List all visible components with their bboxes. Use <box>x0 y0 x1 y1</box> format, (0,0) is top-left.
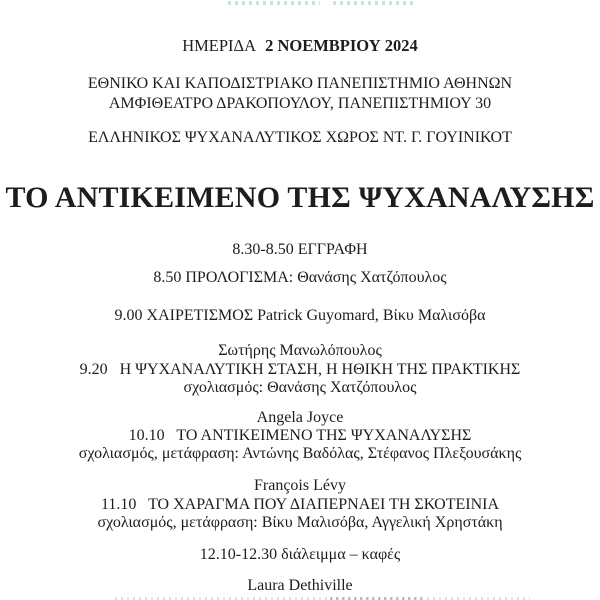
next-speaker-line: Laura Dethiville <box>247 577 353 594</box>
session1-note: σχολιασμός: Θανάσης Χατζόπουλος <box>183 379 417 396</box>
session1-speaker: Σωτήρης Μανωλόπουλος <box>218 342 382 359</box>
letterhead-fragment-right <box>333 1 417 5</box>
session3-speaker: François Lévy <box>254 477 346 494</box>
letterhead-fragment-left <box>228 1 320 5</box>
university-line: ΕΘΝΙΚΟ ΚΑΙ ΚΑΠΟΔΙΣΤΡΙΑΚΟ ΠΑΝΕΠΙΣΤΗΜΙΟ ΑΘΗΝΩΝ <box>87 75 513 92</box>
session3-entry: 11.10 ΤΟ ΧΑΡΑΓΜΑ ΠΟΥ ΔΙΑΠΕΡΝΑΕΙ ΤΗ ΣΚΟΤΕΙΝΙΑ <box>100 496 500 513</box>
schedule-line-greetings: 9.00 ΧΑΙΡΕΤΙΣΜΟΣ Patrick Guyomard, Βίκυ Μαλισόβα <box>114 307 486 324</box>
event-date-label: ΗΜΕΡΙΔΑ <box>182 36 257 55</box>
session2-speaker: Angela Joyce <box>256 409 344 426</box>
session3-note: σχολιασμός, μετάφραση: Βίκυ Μαλισόβα, Αγγελική Χρηστάκη <box>97 514 503 531</box>
session2-note: σχολιασμός, μετάφραση: Αντώνης Βαδόλας, Στέφανος Πλεξουσάκης <box>78 445 522 462</box>
event-date-line <box>0 36 600 55</box>
session1-entry: 9.20 Η ΨΥΧΑΝΑΛΥΤΙΚΗ ΣΤΑΣΗ, Η ΗΘΙΚΗ ΤΗΣ ΠΡΑΚΤΙΚΗΣ <box>79 361 521 378</box>
event-title: ΤΟ ΑΝΤΙΚΕΙΜΕΝΟ ΤΗΣ ΨΥΧΑΝΑΛΥΣΗΣ <box>5 181 595 214</box>
cutoff-letterhead-fragment <box>0 0 600 5</box>
session2-entry: 10.10 ΤΟ ΑΝΤΙΚΕΙΜΕΝΟ ΤΗΣ ΨΥΧΑΝΑΛΥΣΗΣ <box>128 427 472 444</box>
organizer-line: ΕΛΛΗΝΙΚΟΣ ΨΥΧΑΝΑΛΥΤΙΚΟΣ ΧΩΡΟΣ ΝΤ. Γ. ΓΟΥΙΝΙΚΟΤ <box>88 129 512 146</box>
event-date-value: 2 ΝΟΕΜΒΡΙΟΥ 2024 <box>265 36 418 55</box>
schedule-line-coffee-break: 12.10-12.30 διάλειμμα – καφές <box>199 546 401 563</box>
cutoff-next-line-fragment <box>0 596 600 600</box>
schedule-line-prologue: 8.50 ΠΡΟΛΟΓΙΣΜΑ: Θανάσης Χατζόπουλος <box>153 269 447 286</box>
schedule-line-registration: 8.30-8.50 ΕΓΓΡΑΦΗ <box>232 241 368 258</box>
venue-line: ΑΜΦΙΘΕΑΤΡΟ ΔΡΑΚΟΠΟΥΛΟΥ, ΠΑΝΕΠΙΣΤΗΜΙΟΥ 30 <box>108 95 492 112</box>
